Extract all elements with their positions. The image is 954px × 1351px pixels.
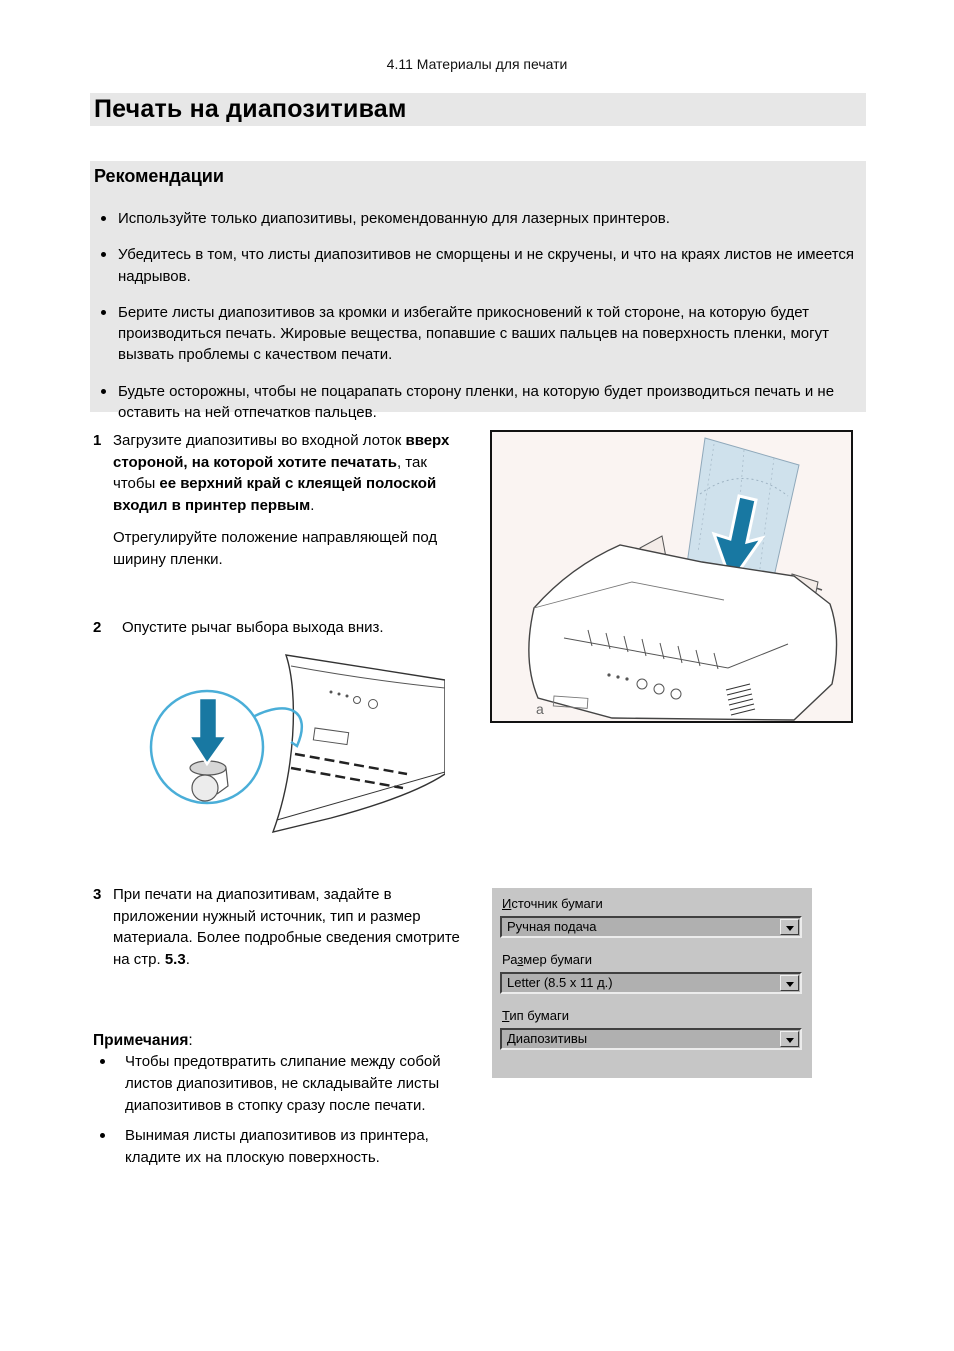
printer-led xyxy=(625,677,628,680)
list-item xyxy=(94,244,858,287)
step-text: При печати на диапозитивам, задайте в приложении нужный источник, тип и размер материала. Более подробные сведения смотрите на стр. 5.3. xyxy=(113,886,460,969)
list-item xyxy=(100,1051,477,1117)
bullet-icon xyxy=(101,252,106,257)
dropdown-button[interactable] xyxy=(780,1031,799,1047)
paper-source-value: Ручная подача xyxy=(507,919,597,934)
paper-size-value: Letter (8.5 x 11 д.) xyxy=(507,975,613,990)
bullet-text: Берите листы диапозитивов за кромки и избегайте прикосновений к той стороне, на которую будет производиться печать. Жировые вещества, попавшие с ваших пальцев на поверхность пленки, могут вызвать проблемы с качеством печати. xyxy=(118,303,829,364)
list-item xyxy=(94,208,858,229)
step-text xyxy=(113,430,471,570)
paper-type-select[interactable] xyxy=(500,1028,802,1050)
bullet-icon xyxy=(101,216,106,221)
printer-load-drawing xyxy=(492,432,851,721)
step-text: Опустите рычаг выбора выхода вниз. xyxy=(122,619,384,636)
printer-load-illustration xyxy=(490,430,853,723)
chevron-down-icon xyxy=(786,926,794,931)
bullet-icon xyxy=(101,389,106,394)
recommendations-heading: Рекомендации xyxy=(94,166,224,186)
note-text: Чтобы предотвратить слипание между собой листов диапозитивов, не складывайте листы диапозитивов в стопку сразу после печати. xyxy=(125,1053,441,1114)
page-header: 4.11 Материалы для печати xyxy=(386,56,568,72)
printer-led xyxy=(607,673,610,676)
print-dialog-screenshot xyxy=(492,888,812,1078)
bullet-icon xyxy=(101,310,106,315)
step-2 xyxy=(93,617,462,639)
bullet-text: Будьте осторожны, чтобы не поцарапать сторону пленки, на которую будет производиться печать и не оставить на ней отпечатков пальцев. xyxy=(118,382,835,422)
printer-body xyxy=(529,545,837,720)
bullet-icon xyxy=(100,1133,105,1138)
step-1-paragraph-2: Отрегулируйте положение направляющей под ширину пленки. xyxy=(113,528,438,568)
bullet-text: Убедитесь в том, что листы диапозитивов не сморщены и не скручены, и что на краях листов не имеется надрывов. xyxy=(118,246,855,285)
list-item xyxy=(94,381,858,424)
list-item xyxy=(94,302,858,366)
bullet-icon xyxy=(100,1059,105,1064)
step-1-paragraph-1: Загрузите диапозитивы во входной лоток вверх стороной, на которой хотите печатать, так чтобы ее верхний край с клеящей полоской входил в принтер первым. xyxy=(113,432,450,515)
step-number: 2 xyxy=(93,619,102,636)
step-number: 3 xyxy=(93,886,102,903)
list-item xyxy=(100,1125,477,1169)
step-1 xyxy=(93,430,471,570)
bullet-text: Используйте только диапозитивы, рекомендованную для лазерных принтеров. xyxy=(118,210,670,227)
step-3 xyxy=(93,884,471,971)
dropdown-button[interactable] xyxy=(780,919,799,935)
paper-source-select[interactable] xyxy=(500,916,802,938)
paper-size-label: Размер бумаги xyxy=(502,952,592,967)
paper-type-value: Диапозитивы xyxy=(507,1031,588,1046)
dropdown-button[interactable] xyxy=(780,975,799,991)
page-title: Печать на диапозитивам xyxy=(90,93,866,126)
output-lever-knob xyxy=(192,775,218,801)
output-lever-drawing xyxy=(145,652,445,837)
paper-size-select[interactable] xyxy=(500,972,802,994)
paper-type-label: Тип бумаги xyxy=(502,1008,569,1023)
output-lever-illustration xyxy=(145,652,445,837)
notes-heading: Примечания: xyxy=(93,1032,193,1049)
paper-source-label: Источник бумаги xyxy=(502,896,603,911)
chevron-down-icon xyxy=(786,982,794,987)
printer-led xyxy=(616,675,619,678)
step-number: 1 xyxy=(93,432,102,449)
note-text: Вынимая листы диапозитивов из принтера, кладите их на плоскую поверхность. xyxy=(125,1127,429,1166)
recommendations-section xyxy=(90,161,866,422)
svg-text:a: a xyxy=(536,701,544,717)
chevron-down-icon xyxy=(786,1038,794,1043)
